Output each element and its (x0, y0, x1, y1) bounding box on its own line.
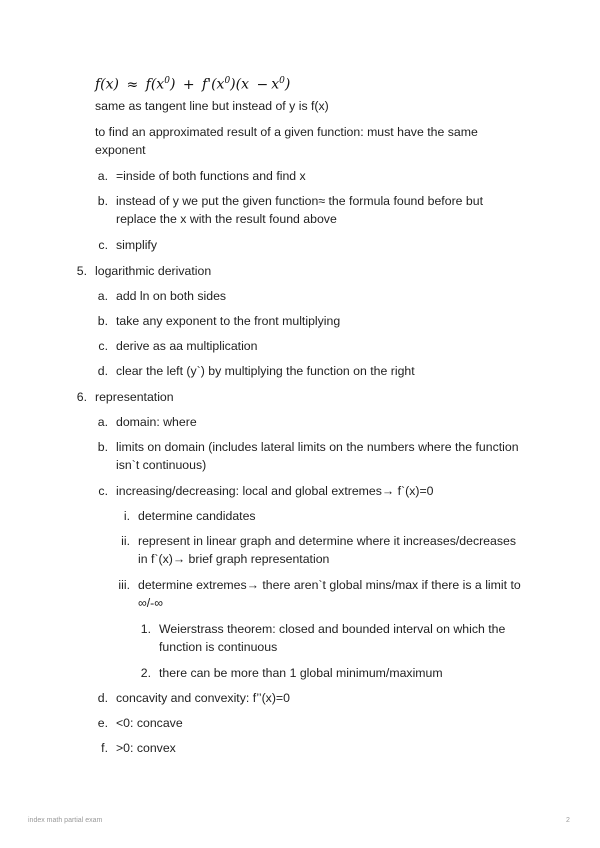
list-marker: i. (123, 509, 130, 523)
list-item-text: =inside of both functions and find x (116, 169, 306, 183)
list-marker: b. (97, 440, 108, 454)
list-item-text: >0: convex (116, 741, 176, 755)
list-marker: b. (97, 314, 108, 328)
list-item-text: instead of y we put the given function≈ the formula found before but replace the x with the result found above (116, 194, 484, 226)
list-marker: a. (97, 415, 108, 429)
list-item (97, 312, 526, 330)
list-item (121, 532, 528, 568)
formula: $f(x) \approx f(x^0) + f'(x^0)(x - x^0)$ (95, 76, 291, 93)
formula-lhs: f(x) (95, 76, 120, 93)
formula-approx: ≈ (126, 76, 139, 93)
formula-plus: + (182, 76, 195, 93)
list-item (140, 664, 531, 682)
list-item (97, 413, 526, 431)
list-marker: a. (97, 169, 108, 183)
list-marker: a. (97, 289, 108, 303)
list-item (101, 739, 526, 757)
list-marker: e. (97, 716, 108, 730)
list-item-text: simplify (116, 238, 157, 252)
list-item-text: increasing/decreasing: local and global extremes→ f`(x)=0 (116, 484, 434, 498)
paragraph: to find an approximated result of a given function: must have the same exponent (95, 125, 478, 157)
list-item-text: determine candidates (138, 509, 256, 523)
list-item (97, 438, 526, 474)
list-marker: 5. (76, 264, 87, 278)
list-item-text: take any exponent to the front multiplying (116, 314, 341, 328)
list-item (97, 192, 526, 228)
list-item (98, 236, 526, 254)
paragraph: same as tangent line but instead of y is f(x) (95, 99, 329, 113)
list-item (118, 576, 528, 612)
list-marker: f. (101, 741, 108, 755)
list-marker: c. (98, 484, 108, 498)
list-item-text: determine extremes→ there aren`t global mins/max if there is a limit to ∞/-∞ (138, 578, 521, 610)
list-item (97, 714, 526, 732)
formula-exp: 0 (164, 76, 170, 86)
formula-minus: − (256, 76, 269, 93)
list-item-text: <0: concave (116, 716, 183, 730)
formula-exp: 0 (279, 76, 285, 86)
formula-exp: 0 (224, 76, 231, 86)
formula-term1: f(x (145, 76, 165, 93)
list-marker: b. (97, 194, 108, 208)
list-marker: d. (97, 364, 108, 378)
list-item (140, 620, 531, 656)
list-marker: ii. (121, 534, 130, 548)
list-item (76, 388, 505, 406)
list-item-text: limits on domain (includes lateral limits on the numbers where the function isn`t continuous) (116, 440, 519, 472)
list-item (97, 362, 526, 380)
list-marker: c. (98, 339, 108, 353)
list-item-text: Weierstrass theorem: closed and bounded interval on which the function is continuous (159, 622, 506, 654)
footer-title: index math partial exam (28, 817, 103, 824)
list-item (98, 337, 526, 355)
list-marker: d. (97, 691, 108, 705)
list-marker: 6. (76, 390, 87, 404)
list-marker: c. (98, 238, 108, 252)
list-item-text: domain: where (116, 415, 197, 429)
list-item-text: add ln on both sides (116, 289, 227, 303)
list-marker: 2. (140, 666, 151, 680)
list-item-text: there can be more than 1 global minimum/maximum (159, 666, 443, 680)
list-item-text: logarithmic derivation (95, 264, 212, 278)
list-marker: iii. (118, 578, 130, 592)
list-item (123, 507, 528, 525)
list-item (97, 167, 526, 185)
list-item-text: representation (95, 390, 174, 404)
list-marker: 1. (140, 622, 151, 636)
page-number: 2 (566, 817, 570, 824)
list-item-text: concavity and convexity: f’’(x)=0 (116, 691, 290, 705)
list-item (97, 287, 526, 305)
list-item-text: represent in linear graph and determine where it increases/decreases in f`(x)→ brief graph representation (138, 534, 516, 566)
list-item (98, 482, 526, 500)
list-item (76, 262, 505, 280)
list-item (97, 689, 526, 707)
list-item-text: derive as aa multiplication (116, 339, 258, 353)
formula-term2: f'(x (202, 76, 225, 93)
list-item-text: clear the left (y`) by multiplying the function on the right (116, 364, 415, 378)
